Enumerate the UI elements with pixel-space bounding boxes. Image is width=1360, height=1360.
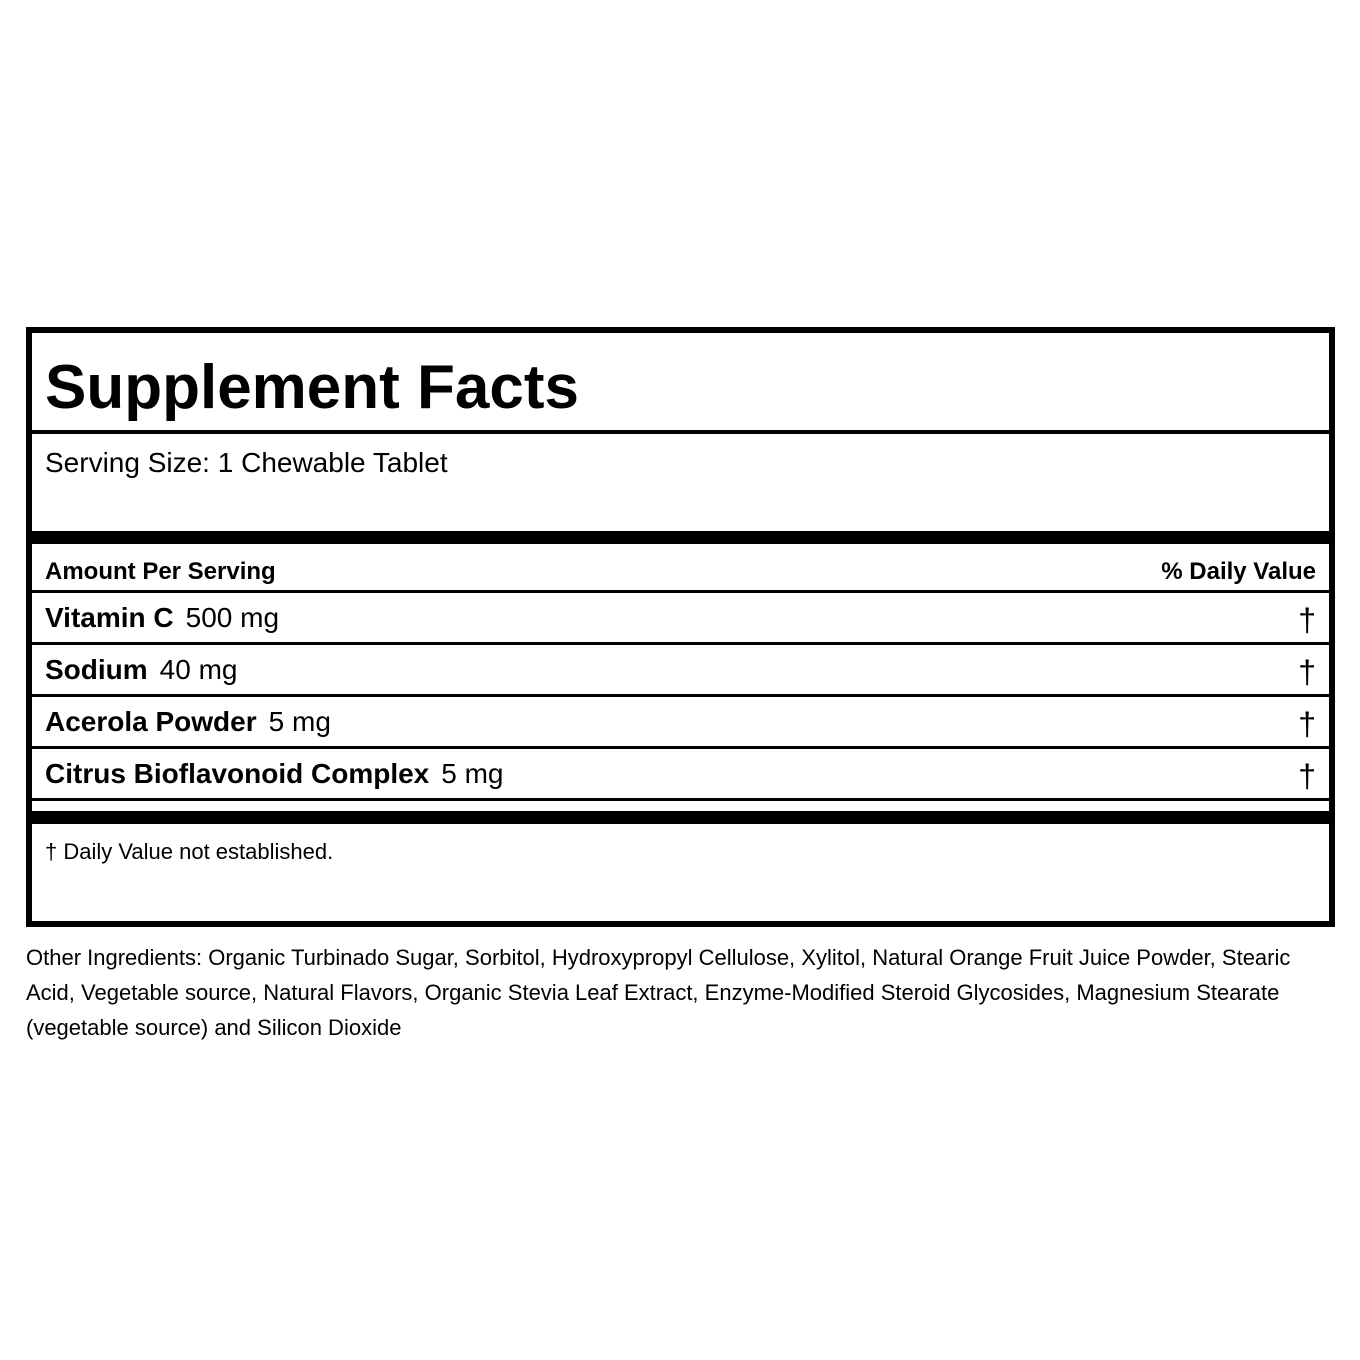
nutrient-amount: 5 mg [268,706,331,737]
divider-thin [32,590,1329,593]
nutrient-row [45,594,1316,642]
nutrient-amount: 5 mg [441,758,504,789]
nutrient-daily-value: † [1298,706,1316,742]
nutrient-daily-value: † [1298,602,1316,638]
nutrient-row [45,698,1316,746]
nutrient-amount: 40 mg [159,654,238,685]
amount-per-serving-header: Amount Per Serving [45,558,276,585]
daily-value-footnote: † Daily Value not established. [45,839,334,864]
divider-thin [32,694,1329,697]
nutrient-daily-value: † [1298,758,1316,794]
divider-thin [32,430,1329,434]
nutrient-name: Citrus Bioflavonoid Complex [45,758,430,789]
nutrient-name: Acerola Powder [45,706,257,737]
column-header-row [45,554,1316,590]
daily-value-header: % Daily Value [1161,558,1316,585]
nutrient-name: Sodium [45,654,148,685]
nutrient-amount: 500 mg [185,602,280,633]
divider-thick [32,811,1329,824]
label-title: Supplement Facts [45,353,579,422]
supplement-facts-panel [26,327,1335,927]
divider-thin [32,798,1329,801]
divider-thin [32,746,1329,749]
other-ingredients: Other Ingredients: Organic Turbinado Sugar, Sorbitol, Hydroxypropyl Cellulose, Xylitol, Natural Orange Fruit Juice Powder, Stearic Acid, Vegetable source, Natural Flavors, Organic Stevia Leaf Extract, Enzyme-Modified Steroid Glycosides, Magnesium Stearate (vegetable source) and Silicon Dioxide [26,945,1291,1040]
serving-size: Serving Size: 1 Chewable Tablet [45,447,448,478]
nutrient-name: Vitamin C [45,602,174,633]
nutrient-daily-value: † [1298,654,1316,690]
divider-thick [32,531,1329,544]
nutrient-row [45,646,1316,694]
divider-thin [32,642,1329,645]
nutrient-row [45,750,1316,798]
